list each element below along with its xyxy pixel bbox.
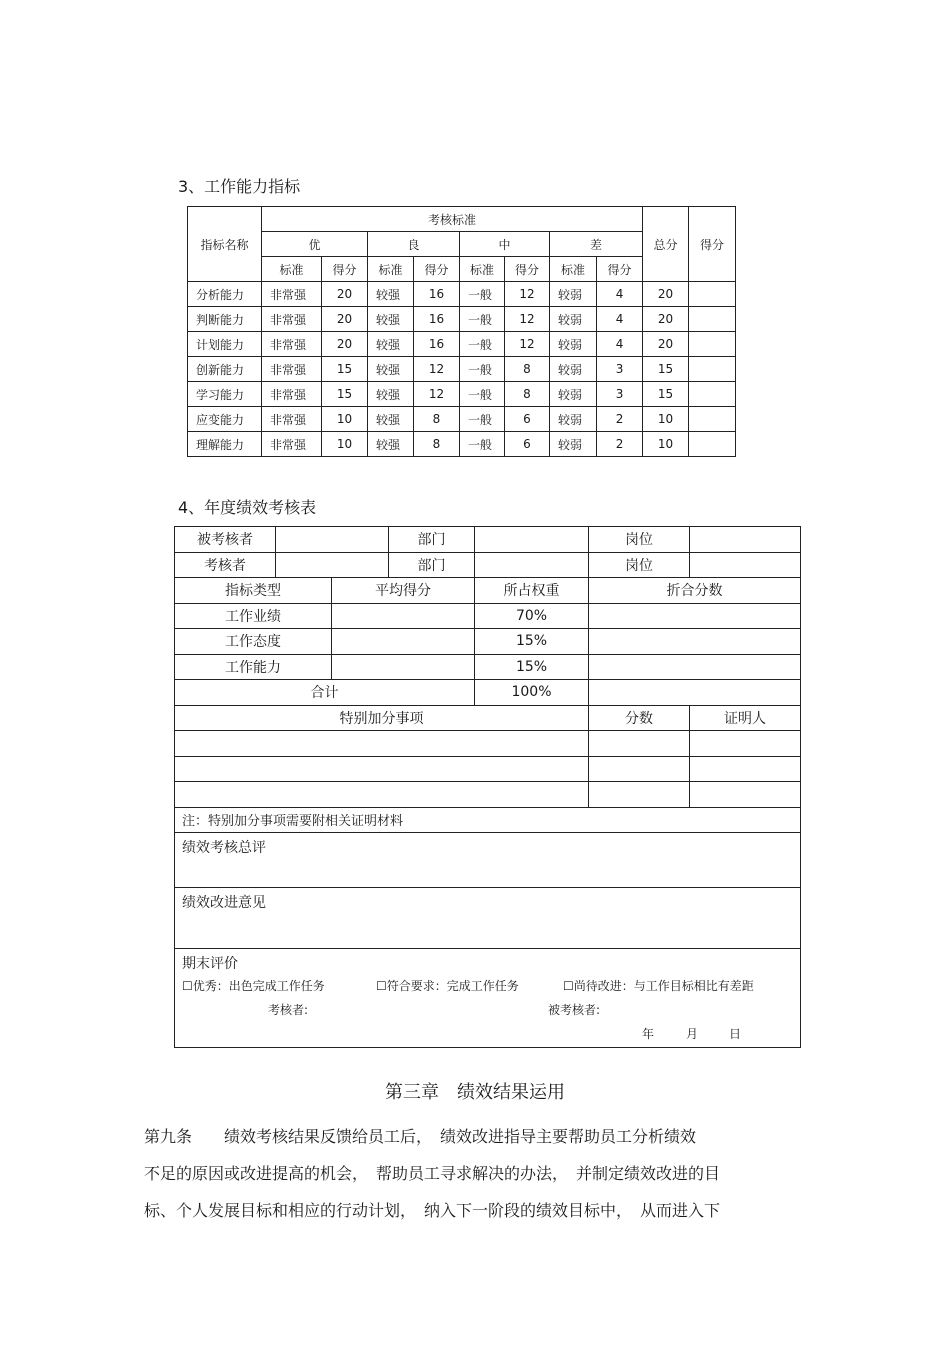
ability-name: 计划能力 [188, 332, 262, 357]
item-type: 工作业绩 [175, 603, 332, 629]
points-cell: 12 [414, 357, 460, 382]
item-converted[interactable] [589, 603, 801, 629]
score-cell[interactable] [689, 307, 736, 332]
total-cell: 20 [643, 282, 689, 307]
examiner-signature-label: 考核者: [268, 1003, 309, 1017]
ability-indicator-table [187, 206, 736, 457]
standard-cell: 一般 [460, 307, 505, 332]
total-cell: 10 [643, 407, 689, 432]
header-total: 总分 [643, 207, 689, 282]
level-excellent: 优 [262, 232, 368, 257]
points-cell: 8 [505, 382, 550, 407]
standard-cell: 非常强 [262, 307, 322, 332]
score-cell[interactable] [689, 432, 736, 457]
standard-cell: 非常强 [262, 382, 322, 407]
sub-standard: 标准 [460, 257, 505, 282]
date-year-label: 年 [642, 1027, 655, 1041]
sub-score: 得分 [414, 257, 460, 282]
option-meets-checkbox[interactable]: ☐符合要求：完成工作任务 [376, 979, 519, 993]
option-excellent-checkbox[interactable]: ☐优秀：出色完成工作任务 [182, 979, 325, 993]
ability-name: 理解能力 [188, 432, 262, 457]
total-cell: 15 [643, 382, 689, 407]
points-cell: 16 [414, 282, 460, 307]
paragraph-line: 不足的原因或改进提高的机会， 帮助员工寻求解决的办法， 并制定绩效改进的目 [144, 1164, 721, 1183]
ability-row [188, 432, 736, 457]
points-cell: 16 [414, 307, 460, 332]
item-converted[interactable] [589, 654, 801, 680]
bonus-items-header: 特别加分事项 [175, 705, 589, 731]
item-average[interactable] [332, 654, 475, 680]
col-indicator-type: 指标类型 [175, 578, 332, 604]
bonus-score-cell[interactable] [589, 731, 690, 757]
points-cell: 15 [322, 382, 368, 407]
points-cell: 10 [322, 432, 368, 457]
standard-cell: 较弱 [550, 432, 597, 457]
final-evaluation-box [175, 949, 801, 1048]
standard-cell: 一般 [460, 432, 505, 457]
standard-cell: 较弱 [550, 332, 597, 357]
ability-row [188, 332, 736, 357]
dept-label: 部门 [389, 552, 475, 578]
ability-row [188, 382, 736, 407]
bonus-witness-cell[interactable] [690, 756, 801, 782]
level-good: 良 [368, 232, 460, 257]
col-converted-score: 折合分数 [589, 578, 801, 604]
dept-value[interactable] [475, 552, 589, 578]
bonus-witness-header: 证明人 [690, 705, 801, 731]
score-cell[interactable] [689, 332, 736, 357]
item-average[interactable] [332, 629, 475, 655]
item-weight: 15% [475, 654, 589, 680]
item-weight: 70% [475, 603, 589, 629]
post-value[interactable] [690, 527, 801, 553]
header-indicator-name: 指标名称 [188, 207, 262, 282]
points-cell: 20 [322, 332, 368, 357]
bonus-witness-cell[interactable] [690, 782, 801, 808]
standard-cell: 一般 [460, 357, 505, 382]
bonus-item-cell[interactable] [175, 756, 589, 782]
total-converted[interactable] [589, 680, 801, 706]
ability-name: 学习能力 [188, 382, 262, 407]
sub-score: 得分 [505, 257, 550, 282]
ability-row [188, 307, 736, 332]
section-4-title: 4、年度绩效考核表 [178, 498, 317, 517]
ability-name: 创新能力 [188, 357, 262, 382]
standard-cell: 非常强 [262, 432, 322, 457]
points-cell: 3 [597, 357, 643, 382]
points-cell: 12 [505, 307, 550, 332]
score-cell[interactable] [689, 407, 736, 432]
score-cell[interactable] [689, 282, 736, 307]
examinee-value[interactable] [276, 527, 389, 553]
ability-name: 判断能力 [188, 307, 262, 332]
standard-cell: 较强 [368, 357, 414, 382]
points-cell: 4 [597, 307, 643, 332]
bonus-item-cell[interactable] [175, 782, 589, 808]
points-cell: 10 [322, 407, 368, 432]
sub-standard: 标准 [262, 257, 322, 282]
sub-standard: 标准 [368, 257, 414, 282]
standard-cell: 较弱 [550, 407, 597, 432]
bonus-score-cell[interactable] [589, 782, 690, 808]
bonus-score-cell[interactable] [589, 756, 690, 782]
bonus-witness-cell[interactable] [690, 731, 801, 757]
standard-cell: 较弱 [550, 382, 597, 407]
standard-cell: 较强 [368, 282, 414, 307]
post-label: 岗位 [589, 527, 690, 553]
score-cell[interactable] [689, 382, 736, 407]
examiner-value[interactable] [276, 552, 389, 578]
standard-cell: 较强 [368, 332, 414, 357]
standard-cell: 较强 [368, 432, 414, 457]
points-cell: 12 [414, 382, 460, 407]
improvement-suggestion-box[interactable] [175, 888, 801, 949]
paragraph-line: 第九条 绩效考核结果反馈给员工后， 绩效改进指导主要帮助员工分析绩效 [144, 1127, 697, 1146]
ability-row [188, 407, 736, 432]
standard-cell: 非常强 [262, 357, 322, 382]
post-value[interactable] [690, 552, 801, 578]
total-weight: 100% [475, 680, 589, 706]
header-standard: 考核标准 [262, 207, 643, 232]
section-3-title: 3、工作能力指标 [178, 177, 301, 196]
points-cell: 8 [414, 407, 460, 432]
bonus-item-cell[interactable] [175, 731, 589, 757]
standard-cell: 非常强 [262, 407, 322, 432]
total-cell: 20 [643, 307, 689, 332]
standard-cell: 非常强 [262, 332, 322, 357]
col-average-score: 平均得分 [332, 578, 475, 604]
points-cell: 15 [322, 357, 368, 382]
total-cell: 15 [643, 357, 689, 382]
examinee-label: 被考核者 [175, 527, 276, 553]
standard-cell: 非常强 [262, 282, 322, 307]
total-cell: 20 [643, 332, 689, 357]
date-day-label: 日 [729, 1027, 742, 1041]
standard-cell: 较弱 [550, 307, 597, 332]
overall-evaluation-box[interactable] [175, 833, 801, 888]
overall-evaluation-label: 绩效考核总评 [182, 840, 266, 856]
sub-standard: 标准 [550, 257, 597, 282]
bonus-score-header: 分数 [589, 705, 690, 731]
standard-cell: 较强 [368, 407, 414, 432]
ability-name: 应变能力 [188, 407, 262, 432]
points-cell: 16 [414, 332, 460, 357]
points-cell: 20 [322, 282, 368, 307]
points-cell: 4 [597, 332, 643, 357]
points-cell: 12 [505, 332, 550, 357]
score-cell[interactable] [689, 357, 736, 382]
ability-row [188, 357, 736, 382]
ability-name: 分析能力 [188, 282, 262, 307]
points-cell: 2 [597, 432, 643, 457]
level-poor: 差 [550, 232, 643, 257]
standard-cell: 较弱 [550, 282, 597, 307]
points-cell: 4 [597, 282, 643, 307]
date-month-label: 月 [686, 1027, 699, 1041]
post-label: 岗位 [589, 552, 690, 578]
examinee-signature-label: 被考核者: [548, 1003, 601, 1017]
item-weight: 15% [475, 629, 589, 655]
ability-row [188, 282, 736, 307]
dept-value[interactable] [475, 527, 589, 553]
standard-cell: 一般 [460, 332, 505, 357]
annual-appraisal-table [174, 526, 801, 1048]
col-weight: 所占权重 [475, 578, 589, 604]
sub-score: 得分 [322, 257, 368, 282]
option-improve-checkbox[interactable]: ☐尚待改进：与工作目标相比有差距 [563, 979, 754, 993]
improvement-suggestion-label: 绩效改进意见 [182, 895, 266, 911]
points-cell: 20 [322, 307, 368, 332]
standard-cell: 较强 [368, 382, 414, 407]
final-evaluation-label: 期末评价 [182, 956, 238, 972]
item-average[interactable] [332, 603, 475, 629]
item-type: 工作能力 [175, 654, 332, 680]
standard-cell: 一般 [460, 382, 505, 407]
header-score: 得分 [689, 207, 736, 282]
standard-cell: 较弱 [550, 357, 597, 382]
chapter-title: 第三章 绩效结果运用 [385, 1082, 565, 1103]
standard-cell: 一般 [460, 407, 505, 432]
total-label: 合计 [175, 680, 475, 706]
level-medium: 中 [460, 232, 550, 257]
points-cell: 8 [505, 357, 550, 382]
points-cell: 6 [505, 407, 550, 432]
points-cell: 12 [505, 282, 550, 307]
item-type: 工作态度 [175, 629, 332, 655]
standard-cell: 一般 [460, 282, 505, 307]
points-cell: 8 [414, 432, 460, 457]
points-cell: 6 [505, 432, 550, 457]
dept-label: 部门 [389, 527, 475, 553]
bonus-note: 注：特别加分事项需要附相关证明材料 [175, 807, 801, 833]
sub-score: 得分 [597, 257, 643, 282]
item-converted[interactable] [589, 629, 801, 655]
total-cell: 10 [643, 432, 689, 457]
paragraph-line: 标、个人发展目标和相应的行动计划， 纳入下一阶段的绩效目标中， 从而进入下 [144, 1201, 721, 1220]
points-cell: 2 [597, 407, 643, 432]
points-cell: 3 [597, 382, 643, 407]
standard-cell: 较强 [368, 307, 414, 332]
examiner-label: 考核者 [175, 552, 276, 578]
